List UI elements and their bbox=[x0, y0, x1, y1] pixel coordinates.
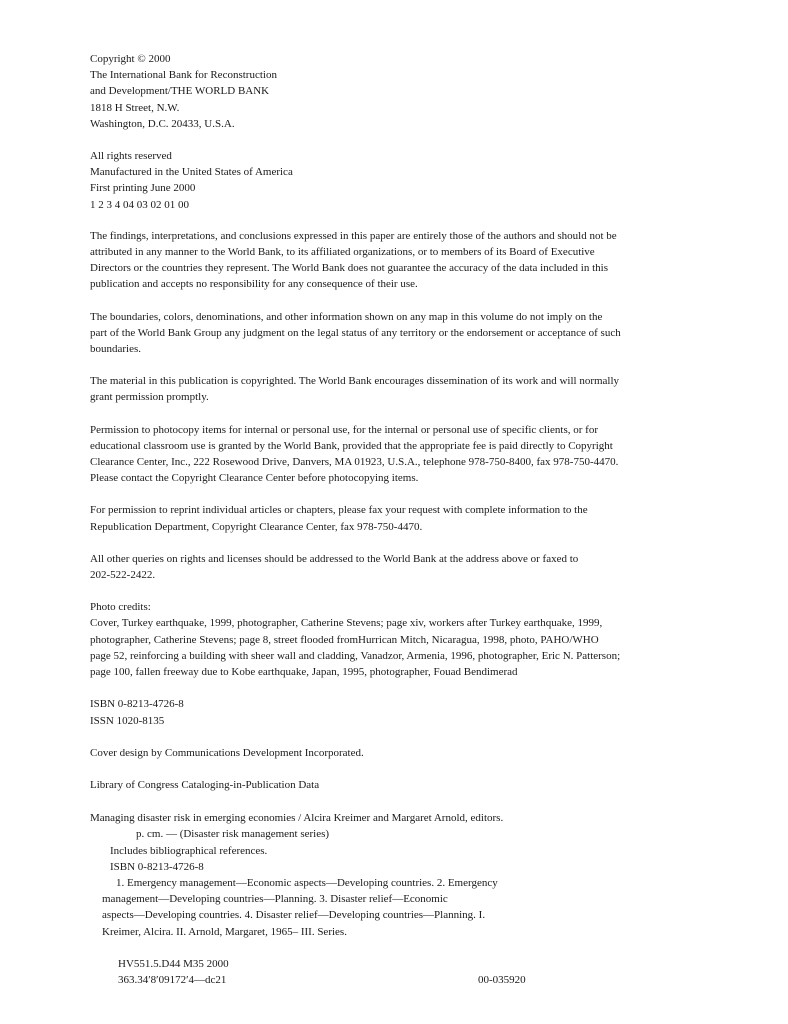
cip-record bbox=[90, 810, 720, 988]
text-line: grant permission promptly. bbox=[90, 391, 209, 404]
text-line: Permission to photocopy items for internal or personal use, for the internal or personal use of specific clients, or for bbox=[90, 423, 599, 436]
photo-credits-heading: Photo credits: bbox=[90, 601, 151, 614]
copyright-block bbox=[90, 51, 720, 132]
photo-credits bbox=[90, 599, 720, 680]
text-line: 202-522-2422. bbox=[90, 569, 156, 582]
cip-isbn: ISBN 0-8213-4726-8 bbox=[110, 860, 204, 873]
text-line: Directors or the countries they represent. The World Bank does not guarantee the accuracy of the data included in this bbox=[90, 262, 608, 275]
printing-block bbox=[90, 148, 720, 213]
dewey-number: 363.34′8′09172′4—dc21 bbox=[118, 973, 227, 986]
disclaimer-paragraph bbox=[90, 228, 720, 293]
text-line: photographer, Catherine Stevens; page 8, street flooded fromHurrican Mitch, Nicaragua, 1998, photo, PAHO/WHO bbox=[90, 633, 599, 646]
cip-title: Managing disaster risk in emerging economies / Alcira Kreimer and Margaret Arnold, editors. bbox=[90, 812, 504, 825]
call-number: HV551.5.D44 M35 2000 bbox=[118, 957, 229, 970]
rights-line: All rights reserved bbox=[90, 150, 172, 163]
isbn-line: ISBN 0-8213-4726-8 bbox=[90, 698, 184, 711]
cip-biblio: Includes bibliographical references. bbox=[110, 844, 268, 857]
address-line: 1818 H Street, N.W. bbox=[90, 101, 180, 114]
boundaries-paragraph bbox=[90, 309, 720, 358]
text-line: boundaries. bbox=[90, 343, 142, 356]
copyright-line: Copyright © 2000 bbox=[90, 53, 171, 65]
text-line: Cover, Turkey earthquake, 1999, photographer, Catherine Stevens; page xiv, workers after Turkey earthquake, 1999, bbox=[90, 617, 603, 630]
text-line: The material in this publication is copyrighted. The World Bank encourages dissemination of its work and will normally bbox=[90, 375, 620, 388]
text-line: page 52, reinforcing a building with sheer wall and cladding, Vanadzor, Armenia, 1996, photographer, Eric N. Patterson; bbox=[90, 649, 621, 662]
printing-numbers: 1 2 3 4 04 03 02 01 00 bbox=[90, 198, 189, 211]
text-line: educational classroom use is granted by the World Bank, provided that the appropriate fee is paid directly to Copyright bbox=[90, 439, 613, 452]
manufactured-line: Manufactured in the United States of America bbox=[90, 166, 293, 179]
text-line: publication and accepts no responsibility for any consequence of their use. bbox=[90, 278, 418, 291]
text-line: The findings, interpretations, and conclusions expressed in this paper are entirely those of the authors and should not be bbox=[90, 229, 617, 242]
first-printing-line: First printing June 2000 bbox=[90, 182, 196, 195]
text-line: part of the World Bank Group any judgment on the legal status of any territory or the endorsement or acceptance of such bbox=[90, 326, 621, 339]
cover-design bbox=[90, 745, 720, 761]
dewey-row bbox=[90, 972, 720, 988]
publisher-line: and Development/THE WORLD BANK bbox=[90, 85, 270, 98]
text-line: Republication Department, Copyright Clearance Center, fax 978-750-4470. bbox=[90, 520, 423, 533]
cip-header bbox=[90, 777, 720, 793]
text-line: Library of Congress Cataloging-in-Publication Data bbox=[90, 778, 320, 791]
lccn: 00-035920 bbox=[478, 973, 526, 986]
reprint-paragraph bbox=[90, 502, 720, 534]
text-line: Cover design by Communications Development Incorporated. bbox=[90, 746, 364, 759]
text-line: For permission to reprint individual articles or chapters, please fax your request with complete information to the bbox=[90, 504, 588, 517]
address-line: Washington, D.C. 20433, U.S.A. bbox=[90, 117, 235, 130]
cip-subject-line: management—Developing countries—Planning. 3. Disaster relief—Economic bbox=[102, 893, 448, 906]
isbn-block bbox=[90, 696, 720, 728]
text-line: Please contact the Copyright Clearance Center before photocopying items. bbox=[90, 472, 419, 485]
call-number-row bbox=[90, 956, 720, 972]
text-line: attributed in any manner to the World Bank, to its affiliated organizations, or to members of its Board of Executive bbox=[90, 246, 595, 259]
photocopy-paragraph bbox=[90, 422, 720, 487]
publisher-line: The International Bank for Reconstruction bbox=[90, 69, 277, 82]
text-line: Clearance Center, Inc., 222 Rosewood Drive, Danvers, MA 01923, U.S.A., telephone 978-750-8400, fax 978-750-4470. bbox=[90, 456, 619, 469]
cip-series: p. cm. — (Disaster risk management series) bbox=[136, 828, 330, 841]
cip-subject-line: 1. Emergency management—Economic aspects—Developing countries. 2. Emergency bbox=[116, 876, 498, 889]
copyright-page bbox=[90, 51, 720, 988]
queries-paragraph bbox=[90, 551, 720, 583]
cip-subject-line: aspects—Developing countries. 4. Disaster relief—Developing countries—Planning. I. bbox=[102, 909, 486, 922]
issn-line: ISSN 1020-8135 bbox=[90, 714, 165, 727]
text-line: The boundaries, colors, denominations, and other information shown on any map in this volume do not imply on the bbox=[90, 310, 603, 323]
text-line: page 100, fallen freeway due to Kobe earthquake, Japan, 1995, photographer, Fouad Bendimerad bbox=[90, 666, 518, 679]
copyrighted-paragraph bbox=[90, 373, 720, 405]
text-line: All other queries on rights and licenses should be addressed to the World Bank at the address above or faxed to bbox=[90, 552, 579, 565]
cip-subject-line: Kreimer, Alcira. II. Arnold, Margaret, 1965– III. Series. bbox=[102, 925, 347, 938]
